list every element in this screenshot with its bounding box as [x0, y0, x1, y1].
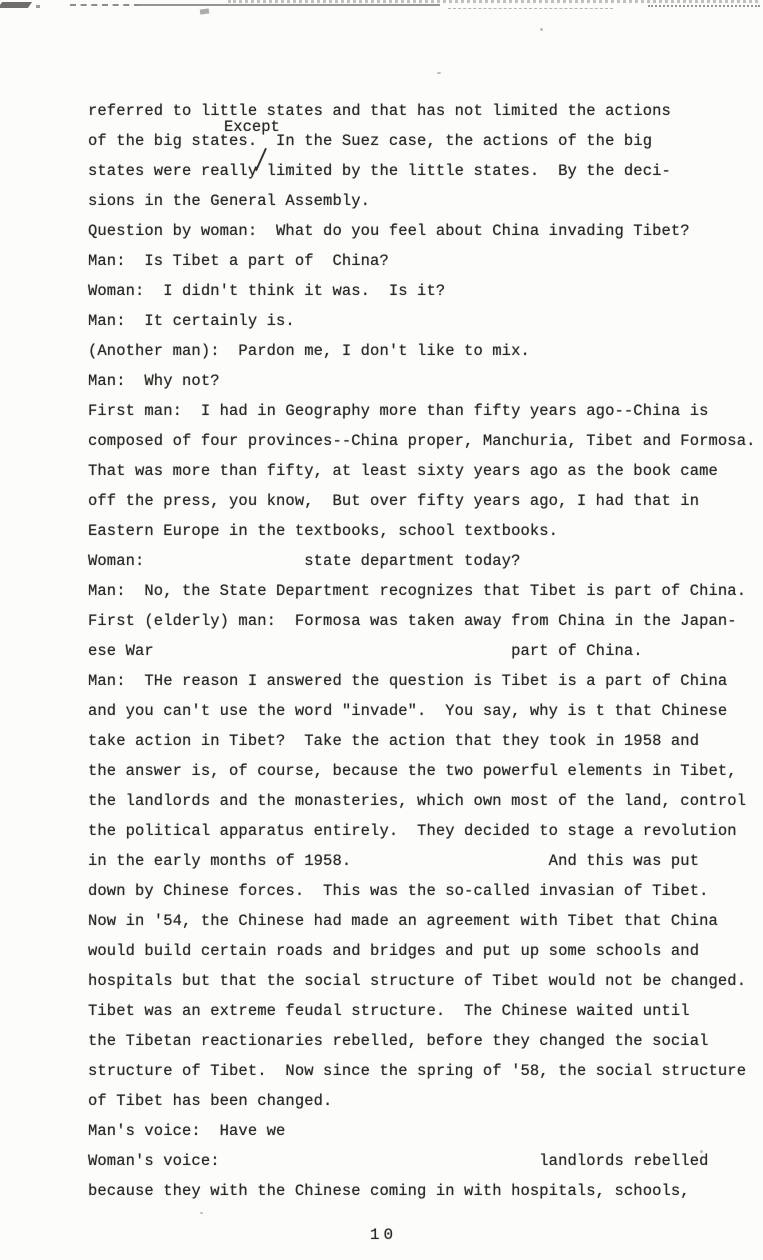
- text-line: Man: No, the State Department recognizes that Tibet is part of China.: [88, 582, 747, 600]
- text-line: the Tibetan reactionaries rebelled, before they changed the social: [88, 1032, 709, 1050]
- page-number: 10: [369, 1226, 398, 1244]
- scan-artifact-blob: [0, 2, 32, 8]
- text-line: the answer is, of course, because the two powerful elements in Tibet,: [88, 762, 737, 780]
- text-line: of the big states. In the Suez case, the actions of the big: [88, 132, 653, 150]
- text-line: take action in Tibet? Take the action that they took in 1958 and: [88, 732, 700, 750]
- scan-artifact-dotted-line: [648, 5, 760, 7]
- scan-speck: [200, 1212, 203, 1214]
- text-line: Eastern Europe in the textbooks, school textbooks.: [88, 522, 559, 540]
- text-line: Man: Why not?: [88, 372, 220, 390]
- scan-artifact-line: [140, 4, 440, 6]
- scan-artifact-dashes: [70, 4, 140, 6]
- text-line: referred to little states and that has not limited the actions: [88, 102, 671, 120]
- text-line: of Tibet has been changed.: [88, 1092, 333, 1110]
- text-line: Tibet was an extreme feudal structure. The Chinese waited until: [88, 1002, 690, 1020]
- text-line: Now in '54, the Chinese had made an agreement with Tibet that China: [88, 912, 718, 930]
- text-line: Question by woman: What do you feel about China invading Tibet?: [88, 222, 690, 240]
- scan-artifact-dashes: [448, 8, 613, 9]
- text-line: and you can't use the word "invade". You say, why is t that Chinese: [88, 702, 728, 720]
- typewritten-text-block: [88, 96, 756, 1206]
- scan-speck: [540, 28, 543, 31]
- interline-insertion-text: Except: [224, 118, 280, 136]
- text-line: structure of Tibet. Now since the spring of '58, the social structure: [88, 1062, 747, 1080]
- scan-speck: [437, 72, 441, 74]
- text-line: Woman: I didn't think it was. Is it?: [88, 282, 446, 300]
- text-line: First man: I had in Geography more than fifty years ago--China is: [88, 402, 709, 420]
- text-line: Man's voice: Have we: [88, 1122, 286, 1140]
- text-line: (Another man): Pardon me, I don't like to mix.: [88, 342, 530, 360]
- text-line: ese War part of China.: [88, 642, 643, 660]
- text-line: That was more than fifty, at least sixty years ago as the book came: [88, 462, 718, 480]
- text-line: in the early months of 1958. And this was put: [88, 852, 700, 870]
- text-line: Woman: state department today?: [88, 552, 521, 570]
- text-line: Woman's voice: landlords rebelled: [88, 1152, 709, 1170]
- scan-artifact-mark: [200, 8, 210, 14]
- text-line: off the press, you know, But over fifty years ago, I had that in: [88, 492, 700, 510]
- scan-artifact-dot: [36, 5, 40, 8]
- text-line: sions in the General Assembly.: [88, 192, 371, 210]
- text-line: states were really limited by the little states. By the deci-: [88, 162, 671, 180]
- text-line: composed of four provinces--China proper, Manchuria, Tibet and Formosa.: [88, 432, 756, 450]
- text-line: would build certain roads and bridges and put up some schools and: [88, 942, 700, 960]
- text-line: First (elderly) man: Formosa was taken away from China in the Japan-: [88, 612, 737, 630]
- text-line: because they with the Chinese coming in with hospitals, schools,: [88, 1182, 690, 1200]
- text-line: Man: THe reason I answered the question is Tibet is a part of China: [88, 672, 728, 690]
- text-line: the landlords and the monasteries, which own most of the land, control: [88, 792, 747, 810]
- scan-artifact-dotted-line: [228, 0, 758, 3]
- text-line: Man: It certainly is.: [88, 312, 295, 330]
- text-line: Man: Is Tibet a part of China?: [88, 252, 389, 270]
- text-line: hospitals but that the social structure of Tibet would not be changed.: [88, 972, 747, 990]
- text-line: down by Chinese forces. This was the so-called invasian of Tibet.: [88, 882, 709, 900]
- text-line: the political apparatus entirely. They decided to stage a revolution: [88, 822, 737, 840]
